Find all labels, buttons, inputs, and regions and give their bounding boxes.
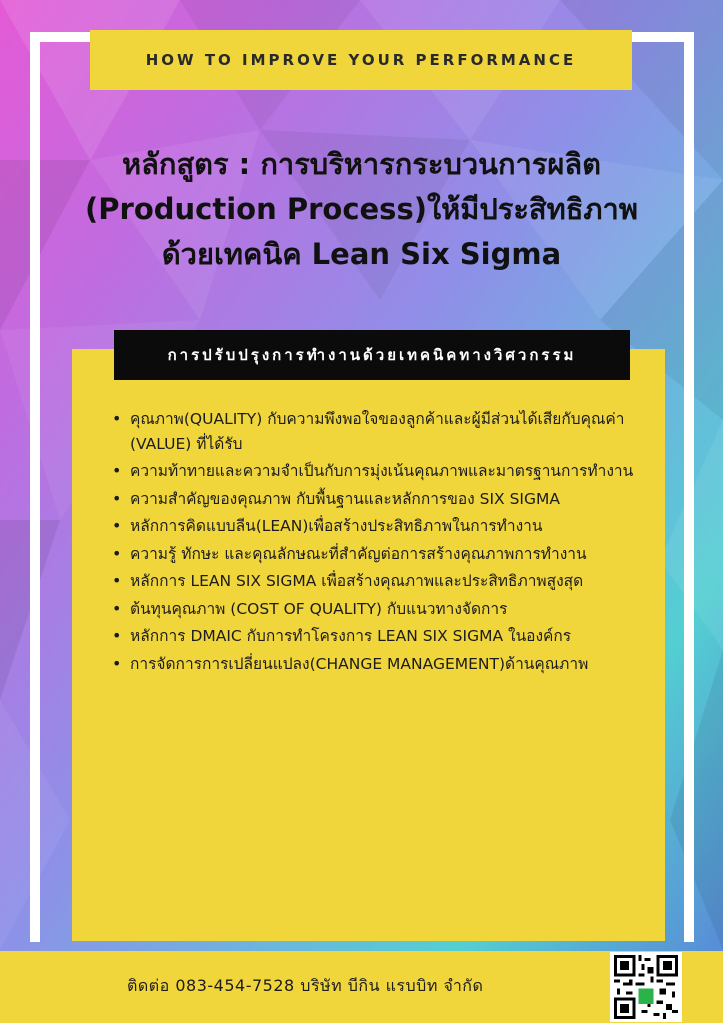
frame-left-border bbox=[30, 32, 40, 942]
title-line: (Production Process)ให้มีประสิทธิภาพ bbox=[85, 192, 638, 226]
title-line: ด้วยเทคนิค Lean Six Sigma bbox=[161, 237, 562, 271]
topic-list bbox=[110, 407, 650, 679]
list-item: • การจัดการการเปลี่ยนแปลง(CHANGE MANAGEMENT)ด้านคุณภาพ bbox=[110, 652, 650, 677]
title-line: หลักสูตร : การบริหารกระบวนการผลิต bbox=[122, 147, 601, 181]
list-item: • หลักการ DMAIC กับการทำโครงการ LEAN SIX SIGMA ในองค์กร bbox=[110, 624, 650, 649]
list-item: • หลักการคิดแบบลีน(LEAN)เพื่อสร้างประสิทธิภาพในการทำงาน bbox=[110, 514, 650, 539]
list-item: • คุณภาพ(QUALITY) กับความพึงพอใจของลูกค้าและผู้มีส่วนได้เสียกับคุณค่า (VALUE) ที่ได้รับ bbox=[110, 407, 650, 456]
subtitle-bar bbox=[114, 330, 630, 380]
header-text: HOW TO IMPROVE YOUR PERFORMANCE bbox=[145, 51, 577, 69]
header-banner bbox=[90, 30, 632, 90]
list-item: • ความท้าทายและความจำเป็นกับการมุ่งเน้นคุณภาพและมาตรฐานการทำงาน bbox=[110, 459, 650, 484]
list-item: • ต้นทุนคุณภาพ (COST OF QUALITY) กับแนวทางจัดการ bbox=[110, 597, 650, 622]
frame-top-right-border bbox=[630, 32, 694, 42]
list-item: • ความสำคัญของคุณภาพ กับพื้นฐานและหลักการของ SIX SIGMA bbox=[110, 487, 650, 512]
subtitle-text: การปรับปรุงการทำงานด้วยเทคนิคทางวิศวกรรม bbox=[167, 346, 577, 364]
qr-code-icon[interactable] bbox=[610, 952, 682, 1022]
list-item: • ความรู้ ทักษะ และคุณลักษณะที่สำคัญต่อการสร้างคุณภาพการทำงาน bbox=[110, 542, 650, 567]
frame-top-left-border bbox=[30, 32, 92, 42]
course-title bbox=[40, 142, 683, 277]
contact-text: ติดต่อ 083-454-7528 บริษัท บีกิน แรบบิท จำกัด bbox=[127, 976, 484, 995]
frame-right-border bbox=[684, 32, 694, 942]
list-item: • หลักการ LEAN SIX SIGMA เพื่อสร้างคุณภาพและประสิทธิภาพสูงสุด bbox=[110, 569, 650, 594]
